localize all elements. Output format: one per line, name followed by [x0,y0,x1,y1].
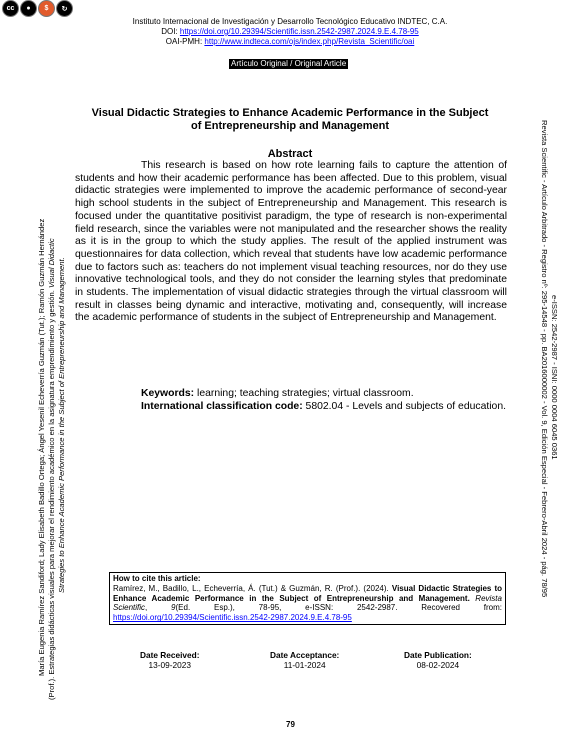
classification-line: International classification code: 5802.04 - Levels and subjects of education. [141,400,507,412]
institution-name: Instituto Internacional de Investigación y Desarrollo Tecnológico Educativo INDTEC, C.A. [132,17,448,26]
by-icon: ● [20,0,37,17]
nc-icon: $ [38,0,55,17]
doi-line: DOI: https://doi.org/10.29394/Scientific.issn.2542-2987.2024.9.E.4.78-95 [161,27,419,36]
abstract-body: This research is based on how rote learning fails to capture the attention of students and how their academic performance has been affected. Due to this problem, visual didactic strategies were implemented to improve the academic performance of second-year high school students in the subject of Entrepreneurship and Management. This research is focused under the quantitative positivist paradigm, the type of research is non-experimental field research, since the variables were not manipulated and the researcher shows the reality as it is in the group to which the study applies. The result of the applied instrument was questionnaires for data collection, which reveal that students have low academic performance due to factors such as: teachers do not implement visual teaching resources, nor do they use innovative technological tools, and they do not consider the learning styles that predominate in students. The implementation of visual didactic strategies through the virtual classroom will result in classes being dynamic and interactive, motivating and, consequently, will increase the academic performance of students in the subject of Entrepreneurship and Management. [75,160,507,324]
article-title: Visual Didactic Strategies to Enhance Academic Performance in the Subject of Entrepreneurship and Management [91,107,489,132]
article-type-badge: Artículo Original / Original Article [231,59,347,68]
citation-heading: How to cite this article: [113,574,201,583]
citation-details: (Ed. Esp.), 78-95, e-ISSN: 2542-2987. Recovered from: [175,603,502,613]
citation-authors: Ramírez, M., Badillo, L., Echeverría, Á. (Tut.) & Guzmán, R. (Prof.). (2024). [113,583,392,593]
oai-link[interactable]: http://www.indteca.com/ojs/index.php/Revista_Scientific/oai [204,37,415,46]
side-left-line3: Strategies to Enhance Academic Performance in the Subject of Entrepreneurship and Management. [57,257,66,593]
doi-link[interactable]: https://doi.org/10.29394/Scientific.issn.2542-2987.2024.9.E.4.78-95 [179,27,419,36]
side-right-line1: Revista Scientific - Artículo Arbitrado - Registro nº: 295-14548 - pp. BA2016000002 - Vol. 9, Edición Especial - Febrero-Abril 2024 - pág. 78/95 [540,120,549,598]
side-right-line2: e-ISSN: 2542-2987 - ISNI: 0000 0004 6045 0361 [550,295,559,460]
citation-title: Visual Didactic Strategies to Enhance Academic Performance in the Subject of Entrepreneurship and Management. [113,583,502,603]
keywords-block [75,388,507,413]
page-number: 79 [286,720,295,729]
citation-journal: Revista Scientific [113,593,502,613]
side-left-line1: María Eugenia Ramírez Sandiford; Lady Elisabeth Badillo Ortega; Ángel Yesenil Echeverría Guzmán (Tut.); Ramón Guzmán Hernández [37,218,46,676]
license-badges [2,0,73,17]
side-left-line2: (Prof.). Estrategias didácticas visuales para mejorar el rendimiento académico en la asignatura emprendimiento y gestión. Visual Didactic [47,238,56,700]
date-received: Date Received: 13-09-2023 [140,650,200,670]
date-acceptance: Date Acceptance: 11-01-2024 [270,650,340,670]
keywords-line: Keywords: learning; teaching strategies; virtual classroom. [141,388,414,399]
citation-volume: 9 [171,603,176,613]
citation-box: How to cite this article: Ramírez, M., Badillo, L., Echeverría, Á. (Tut.) & Guzmán, R. (Prof.). (2024). Visual Didactic Strategies to Enhance Academic Performance in the Subject of Entrepreneurship and Management. Revista Scientific, 9(Ed. Esp.), 78-95, e-ISSN: 2542-2987. Recovered from: https://doi.org/10.29394/Scientific.issn.2542-2987.2024.9.E.4.78-95 [109,572,506,625]
date-publication: Date Publication: 08-02-2024 [404,650,472,670]
journal-header [100,17,480,47]
sa-icon: ↻ [56,0,73,17]
abstract-heading: Abstract [267,148,313,160]
oai-line: OAI-PMH: http://www.indteca.com/ojs/index.php/Revista_Scientific/oai [165,37,415,46]
cc-icon: cc [2,0,19,17]
citation-link[interactable]: https://doi.org/10.29394/Scientific.issn.2542-2987.2024.9.E.4.78-95 [113,613,352,623]
